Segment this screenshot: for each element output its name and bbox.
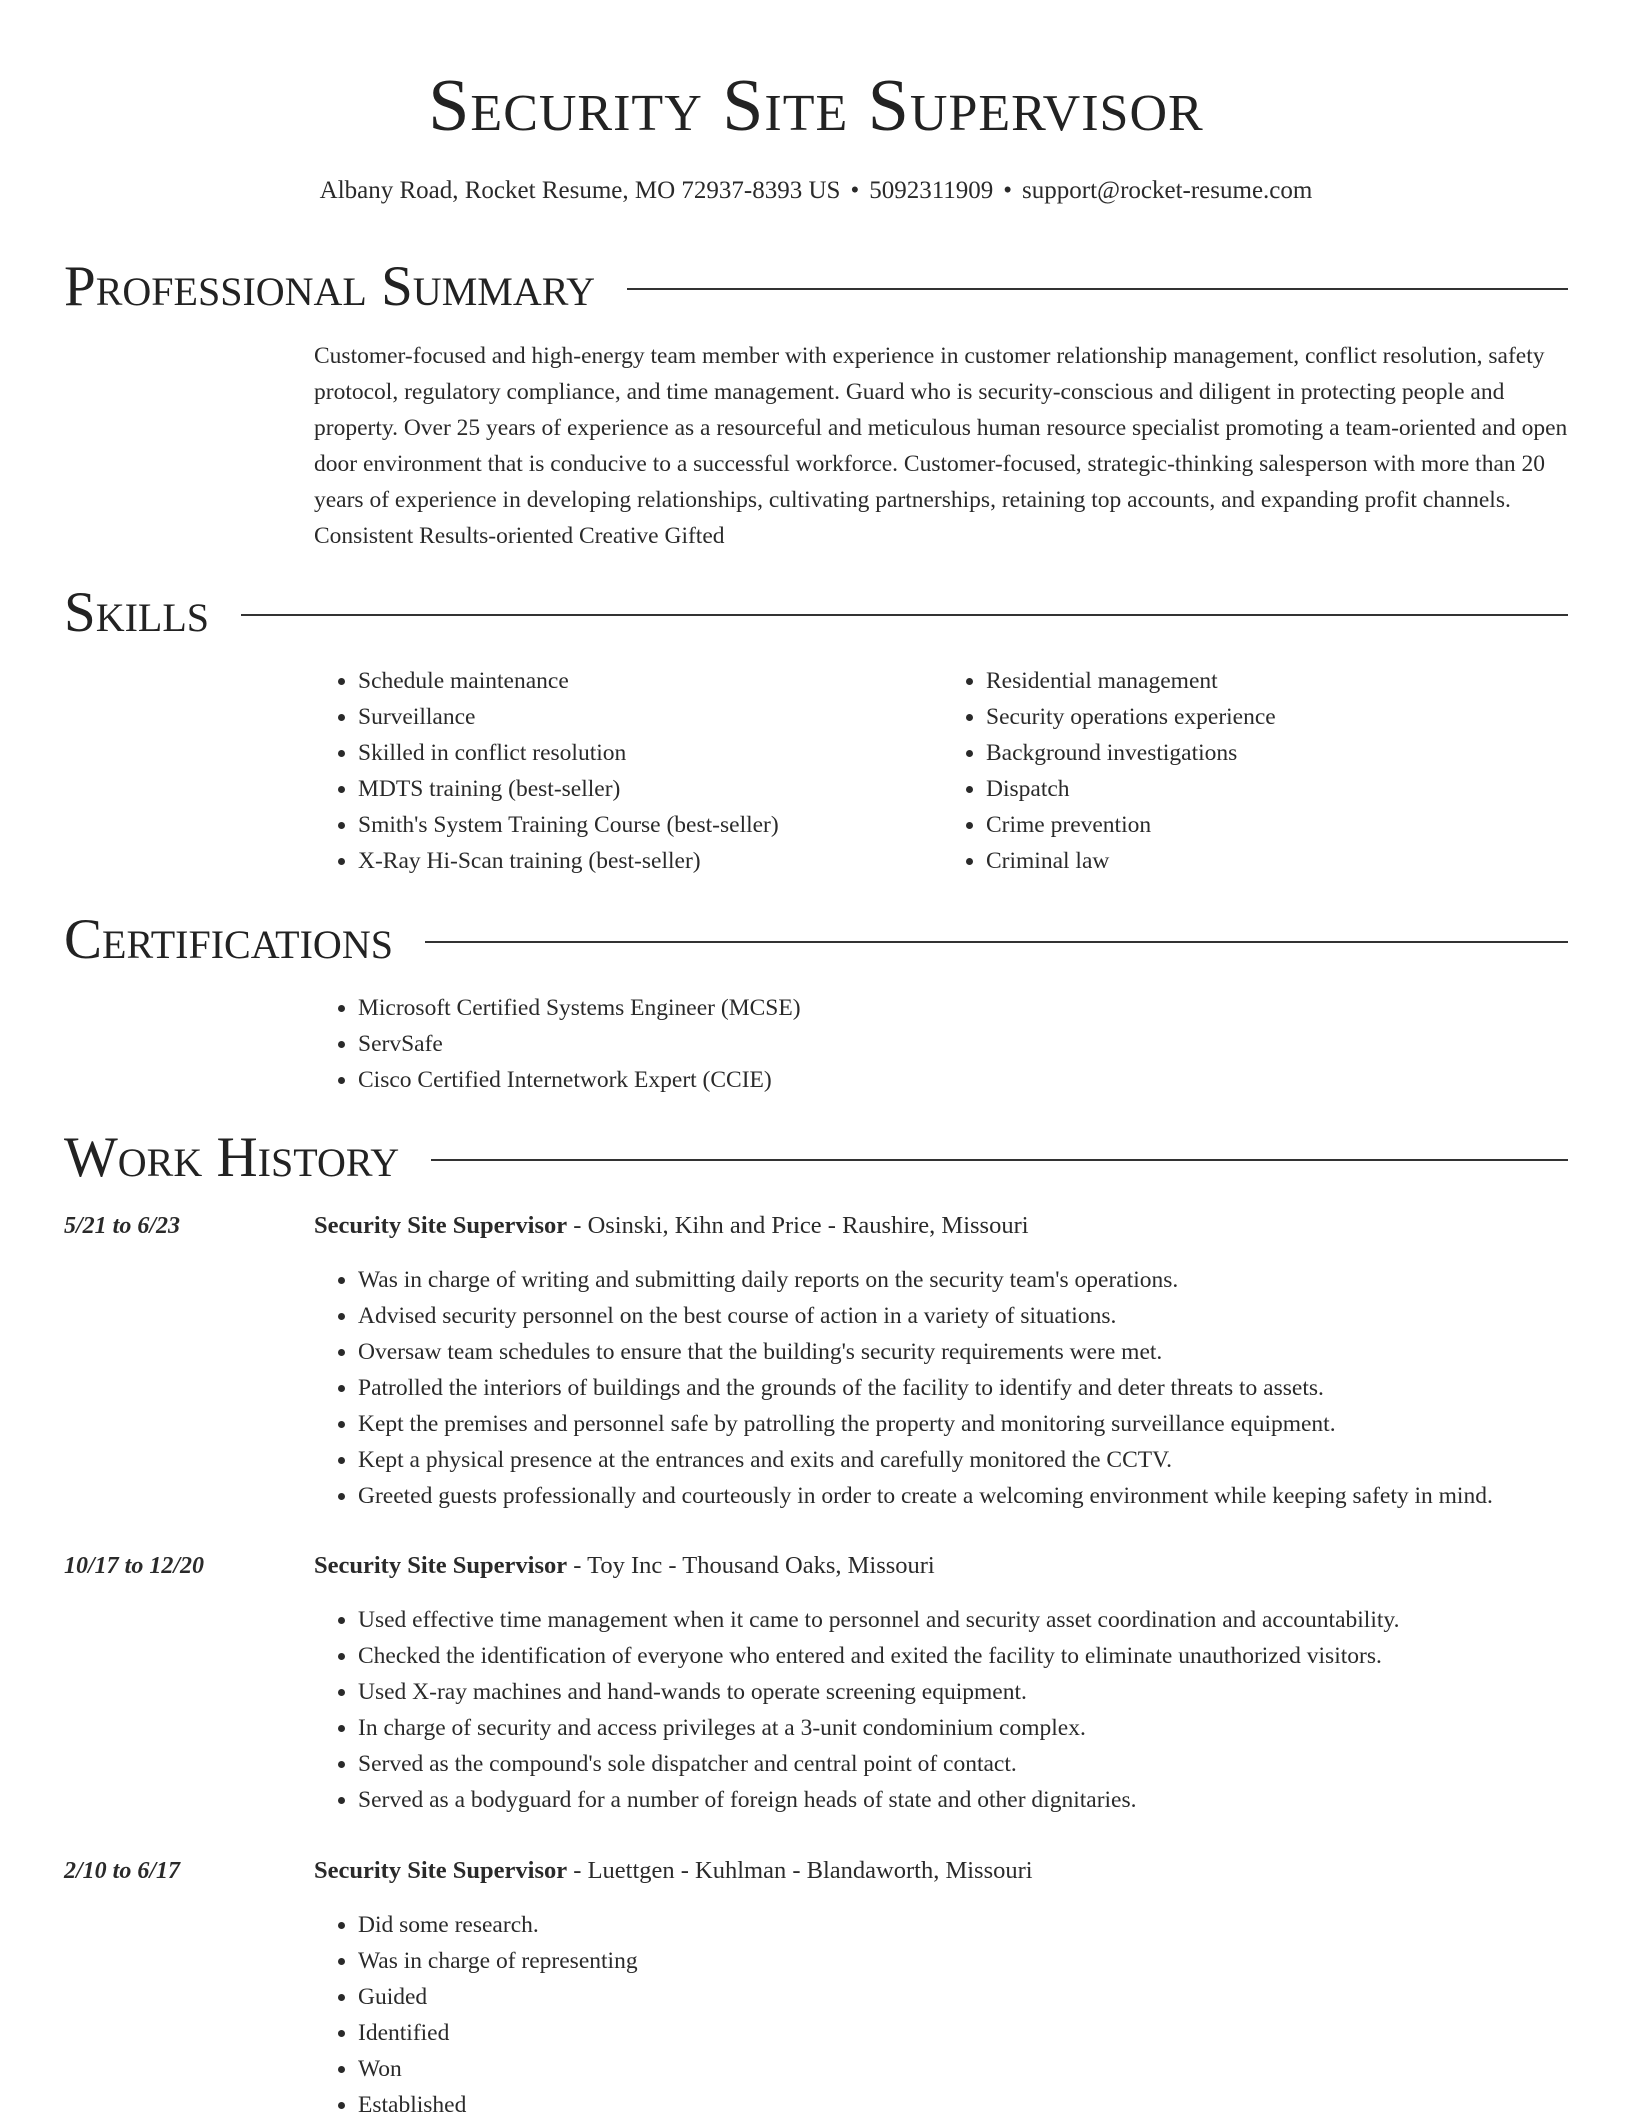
list-item: • Kept a physical presence at the entrances and exits and carefully monitored the CCTV. (358, 1442, 1570, 1478)
summary-body (314, 338, 1570, 554)
job-dates: 2/10 to 6/17 (64, 1858, 181, 1884)
list-item: • Criminal law (986, 843, 1570, 879)
job-company: - Osinski, Kihn and Price - Raushire, Missouri (573, 1212, 1029, 1239)
list-item: • Microsoft Certified Systems Engineer (MCSE) (358, 990, 1570, 1026)
section-divider (431, 1159, 1568, 1161)
skills-list-left (314, 663, 942, 879)
certifications-list (314, 990, 1570, 1098)
contact-separator: • (850, 177, 860, 204)
contact-email: support@rocket-resume.com (1022, 177, 1313, 204)
list-item: • Did some research. (358, 1907, 1570, 1943)
list-item: • Served as a bodyguard for a number of foreign heads of state and other dignitaries. (358, 1782, 1570, 1818)
list-item: • Security operations experience (986, 699, 1570, 735)
job-dates: 10/17 to 12/20 (64, 1553, 205, 1579)
skills-columns (314, 663, 1570, 879)
certifications-heading-row (64, 907, 1568, 973)
contact-separator: • (1003, 177, 1013, 204)
resume-name: Security Site Supervisor (428, 65, 1204, 147)
job-title: Security Site Supervisor (314, 1857, 568, 1884)
section-divider (241, 614, 1568, 616)
job-title: Security Site Supervisor (314, 1552, 568, 1579)
job-title-line (314, 1548, 935, 1584)
list-item: • ServSafe (358, 1026, 1570, 1062)
list-item: • Dispatch (986, 771, 1570, 807)
list-item: • Was in charge of representing (358, 1943, 1570, 1979)
work-heading: Work History (64, 1126, 400, 1189)
skills-list-right (942, 663, 1570, 879)
summary-text: Customer-focused and high-energy team member with experience in customer relationship management, conflict resolution, safety protocol, regulatory compliance, and time management. Guard who is security-conscious and diligent in protecting people and property. Over 25 years of experience as a resourceful and meticulous human resource specialist promoting a team-oriented and open door environment that is conducive to a successful workforce. Customer-focused, strategic-thinking salesperson with more than 20 years of experience in developing relationships, cultivating partnerships, retaining top accounts, and expanding profit channels. Consistent Results-oriented Creative Gifted (314, 343, 1568, 549)
list-item: • Smith's System Training Course (best-seller) (358, 807, 942, 843)
job-company: - Toy Inc - Thousand Oaks, Missouri (573, 1552, 935, 1579)
section-divider (627, 288, 1568, 290)
list-item: • Greeted guests professionally and courteously in order to create a welcoming environment while keeping safety in mind. (358, 1478, 1570, 1514)
contact-line (64, 174, 1568, 208)
list-item: • Served as the compound's sole dispatcher and central point of contact. (358, 1746, 1570, 1782)
list-item: • Won (358, 2051, 1570, 2087)
list-item: • Advised security personnel on the best course of action in a variety of situations. (358, 1298, 1570, 1334)
list-item: • MDTS training (best-seller) (358, 771, 942, 807)
certifications-body (314, 990, 1570, 1098)
list-item: • Used X-ray machines and hand-wands to operate screening equipment. (358, 1674, 1570, 1710)
list-item: • Residential management (986, 663, 1570, 699)
list-item: • Established (358, 2087, 1570, 2123)
job-bullet-list (314, 1262, 1570, 1514)
job-bullet-list (314, 1907, 1570, 2123)
list-item: • Cisco Certified Internetwork Expert (CCIE) (358, 1062, 1570, 1098)
summary-heading: Professional Summary (64, 255, 596, 318)
list-item: • Surveillance (358, 699, 942, 735)
job-title: Security Site Supervisor (314, 1212, 568, 1239)
list-item: • Oversaw team schedules to ensure that the building's security requirements were met. (358, 1334, 1570, 1370)
list-item: • Identified (358, 2015, 1570, 2051)
job-dates: 5/21 to 6/23 (64, 1213, 181, 1239)
section-divider (425, 941, 1568, 943)
contact-address: Albany Road, Rocket Resume, MO 72937-8393 US (319, 177, 841, 204)
work-heading-row (64, 1125, 1568, 1191)
contact-phone: 5092311909 (869, 177, 994, 204)
list-item: • Used effective time management when it came to personnel and security asset coordination and accountability. (358, 1602, 1570, 1638)
job-title-line (314, 1853, 1033, 1889)
job-bullets (314, 1907, 1570, 2123)
list-item: • Skilled in conflict resolution (358, 735, 942, 771)
list-item: • Background investigations (986, 735, 1570, 771)
list-item: • Checked the identification of everyone who entered and exited the facility to eliminate unauthorized visitors. (358, 1638, 1570, 1674)
list-item: • Was in charge of writing and submitting daily reports on the security team's operations. (358, 1262, 1570, 1298)
job-bullet-list (314, 1602, 1570, 1818)
list-item: • Guided (358, 1979, 1570, 2015)
list-item: • X-Ray Hi-Scan training (best-seller) (358, 843, 942, 879)
list-item: • In charge of security and access privileges at a 3-unit condominium complex. (358, 1710, 1570, 1746)
skills-heading: Skills (64, 581, 210, 644)
summary-heading-row (64, 254, 1568, 320)
skills-heading-row (64, 580, 1568, 646)
list-item: • Kept the premises and personnel safe by patrolling the property and monitoring surveillance equipment. (358, 1406, 1570, 1442)
list-item: • Patrolled the interiors of buildings and the grounds of the facility to identify and deter threats to assets. (358, 1370, 1570, 1406)
certifications-heading: Certifications (64, 908, 393, 971)
job-bullets (314, 1262, 1570, 1514)
skills-body (314, 663, 1570, 879)
list-item: • Schedule maintenance (358, 663, 942, 699)
job-title-line (314, 1208, 1029, 1244)
job-bullets (314, 1602, 1570, 1818)
job-company: - Luettgen - Kuhlman - Blandaworth, Missouri (573, 1857, 1033, 1884)
list-item: • Crime prevention (986, 807, 1570, 843)
